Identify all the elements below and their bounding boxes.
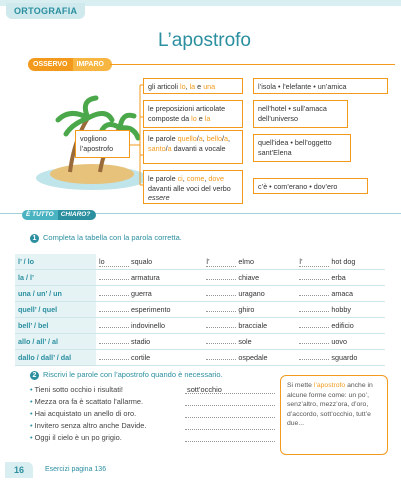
answer-blank[interactable] [99, 359, 129, 360]
rule-keyword: la [204, 113, 211, 123]
example-box-3 [253, 134, 351, 162]
table-cell [296, 334, 385, 350]
row-header: bell’ / bel [15, 318, 96, 334]
table-cell [296, 302, 385, 318]
answer-blank[interactable]: lo [99, 257, 129, 267]
answer-blank[interactable] [206, 311, 236, 312]
answer-text: sott’occhio [187, 385, 222, 394]
rule-keyword: dove [208, 174, 224, 183]
rule-fragment: , [202, 134, 207, 143]
cell-word: erba [331, 273, 346, 282]
rule-fragment: e [196, 113, 205, 123]
sentence-text: Hai acquistato un anello di oro. [34, 409, 137, 418]
table-cell [296, 350, 385, 366]
osservo-imparo-pill [28, 58, 112, 71]
answer-blank[interactable] [299, 295, 329, 296]
answer-blank[interactable] [99, 279, 129, 280]
cell-word: esperimento [131, 305, 171, 314]
example-box-1 [253, 78, 388, 94]
answer-blank[interactable] [299, 311, 329, 312]
rule-fragment: , [204, 174, 209, 183]
page-number: 16 [5, 462, 33, 478]
exercise-2-text: Riscrivi le parole con l’apostrofo quando è necessario. [43, 370, 223, 379]
sentence-item [30, 433, 146, 445]
cell-word: squalo [131, 256, 153, 266]
left-box-line1: vogliono [80, 134, 107, 143]
rule-text-3 [148, 134, 230, 153]
rule-keyword: bello [206, 134, 222, 143]
table-cell [203, 334, 296, 350]
rule-keyword: a [223, 134, 228, 143]
rule-text-2 [148, 104, 225, 123]
cell-word: armatura [131, 273, 160, 282]
bullet: • [30, 421, 35, 430]
example-text-2: nell’hotel • sull’amaca dell’universo [258, 104, 327, 123]
answer-line[interactable] [185, 385, 275, 394]
answer-blank[interactable] [99, 327, 129, 328]
page-title: L’apostrofo [158, 30, 251, 51]
bullet: • [30, 433, 35, 442]
example-box-2 [253, 100, 348, 128]
table-cell [296, 270, 385, 286]
table-cell [96, 254, 203, 270]
left-box-line2: l’apostrofo [80, 143, 114, 153]
rule-keyword: quello [177, 134, 197, 143]
row-header: la / l’ [15, 270, 96, 286]
rule-fragment: le parole [148, 134, 178, 143]
cell-word: sguardo [331, 353, 358, 362]
pill-e-tutto: È TUTTO [22, 210, 58, 220]
rule-text-4 [148, 174, 231, 202]
rule-fragment: e [195, 82, 204, 91]
answer-blank[interactable]: l’ [206, 257, 236, 267]
table-row [15, 318, 385, 334]
row-header: quell’ / quel [15, 302, 96, 318]
table-cell [203, 270, 296, 286]
note-pre: Si mette [287, 382, 314, 389]
rule-keyword: lo [179, 82, 186, 91]
sentence-item [30, 409, 146, 421]
exercise-2-instruction [30, 370, 223, 380]
sentence-item [30, 385, 146, 397]
cell-word: ghiro [238, 305, 255, 314]
answer-blank[interactable] [299, 359, 329, 360]
cell-word: elmo [238, 256, 254, 266]
table-cell [296, 286, 385, 302]
table-row [15, 254, 385, 270]
rule-text-1 [148, 82, 215, 91]
rule-keyword: santo [148, 143, 166, 153]
bullet: • [30, 409, 35, 418]
row-header: dallo / dall’ / dal [15, 350, 96, 366]
bullet: • [30, 397, 35, 406]
table-cell [96, 302, 203, 318]
cell-word: ospedale [238, 353, 268, 362]
answer-blank[interactable] [206, 279, 236, 280]
section-tag: ORTOGRAFIA [6, 3, 85, 19]
e-tutto-chiaro-pill [22, 210, 96, 220]
sentence-list [30, 385, 146, 445]
answer-blank[interactable] [99, 311, 129, 312]
cell-word: amaca [331, 289, 353, 298]
rule-keyword: una [203, 82, 216, 91]
rule-keyword: lo [191, 113, 197, 123]
cell-word: hot dog [331, 256, 356, 266]
exercise-1-text: Completa la tabella con la parola corretta. [43, 233, 182, 242]
table-row [15, 350, 385, 366]
row-header: allo / all’ / al [15, 334, 96, 350]
rule-keyword: come [186, 174, 205, 183]
orange-rule [110, 64, 395, 65]
sentence-text: Invitero senza altro anche Davide. [34, 421, 147, 430]
table-row [15, 270, 385, 286]
table-cell [203, 302, 296, 318]
cell-word: chiave [238, 273, 260, 282]
table-cell [296, 254, 385, 270]
answer-blank[interactable] [206, 327, 236, 328]
cell-word: guerra [131, 289, 152, 298]
rule-fragment: / [165, 143, 168, 153]
rule-fragment: le parole [148, 174, 178, 183]
answer-line[interactable] [185, 417, 275, 418]
row-header: una / un’ / un [15, 286, 96, 302]
answer-blank[interactable] [206, 295, 236, 296]
rule-box-2 [143, 100, 243, 128]
example-text-1: l’isola • l’elefante • un’amica [258, 82, 347, 91]
rule-fragment: le preposizioni articolate composte da [148, 104, 226, 123]
rule-keyword: a [198, 134, 203, 143]
rule-box-1 [143, 78, 243, 94]
note-highlight: l’apostrofo [313, 382, 346, 389]
table-cell [96, 318, 203, 334]
cell-word: edificio [331, 321, 354, 330]
rule-fragment: , [227, 134, 230, 143]
answer-blank[interactable] [299, 343, 329, 344]
table-row [15, 302, 385, 318]
rule-fragment: / [196, 134, 199, 143]
answer-blank[interactable] [206, 359, 236, 360]
answer-blank[interactable] [99, 295, 129, 296]
pill-chiaro: CHIARO? [58, 210, 97, 220]
answer-blank[interactable] [99, 343, 129, 344]
exercise-1-instruction [30, 233, 182, 243]
rule-italic: essere [148, 193, 170, 202]
pill-imparo: IMPARO [73, 58, 112, 71]
answer-blank[interactable] [299, 327, 329, 328]
answer-line[interactable] [185, 429, 275, 430]
table-row [15, 334, 385, 350]
answer-line[interactable] [185, 441, 275, 442]
cell-word: cortile [131, 353, 151, 362]
left-concept-box [75, 130, 130, 158]
cell-word: uragano [238, 289, 265, 298]
cell-word: hobby [331, 305, 351, 314]
sentence-item [30, 421, 146, 433]
example-text-4: c’è • com’erano • dov’ero [258, 182, 338, 191]
rule-fragment: gli articoli [148, 82, 180, 91]
rule-fragment: davanti alle voci del verbo [148, 183, 231, 193]
rule-fragment: , [182, 174, 187, 183]
table-cell [96, 286, 203, 302]
row-header: l’ / lo [15, 254, 96, 270]
exercise-number: 1 [30, 234, 39, 243]
answer-line[interactable] [185, 405, 275, 406]
cell-word: sole [238, 337, 252, 346]
answer-blank[interactable] [299, 279, 329, 280]
rule-keyword: a [167, 143, 172, 153]
footer-reference: Esercizi pagina 136 [45, 466, 107, 473]
bullet: • [30, 385, 35, 394]
rule-box-4 [143, 170, 243, 204]
rule-fragment: / [221, 134, 224, 143]
table-cell [96, 350, 203, 366]
sentence-text: Mezza ora fa è scattato l’allarme. [34, 397, 144, 406]
table-row [15, 286, 385, 302]
info-note [280, 375, 388, 455]
rule-box-3 [143, 130, 243, 164]
rule-fragment: davanti a vocale [171, 143, 226, 153]
fill-in-table [15, 254, 385, 366]
table-cell [96, 270, 203, 286]
example-text-3: quell’idea • bell’oggetto sant’Elena [258, 138, 332, 157]
table-cell [203, 254, 296, 270]
rule-keyword: la [189, 82, 196, 91]
rule-keyword: ci [177, 174, 183, 183]
sentence-text: Tieni sotto occhio i risultati! [34, 385, 123, 394]
cell-word: stadio [131, 337, 151, 346]
answer-blank[interactable] [206, 343, 236, 344]
table-cell [203, 286, 296, 302]
cell-word: indovinello [131, 321, 165, 330]
table-cell [96, 334, 203, 350]
cell-word: uovo [331, 337, 347, 346]
table-cell [203, 318, 296, 334]
pill-osservo: OSSERVO [28, 58, 73, 71]
rule-fragment: , [185, 82, 190, 91]
sentence-text: Oggi il cielo è un po grigio. [34, 433, 122, 442]
example-box-4 [253, 178, 368, 194]
sentence-item [30, 397, 146, 409]
cell-word: bracciale [238, 321, 268, 330]
table-cell [296, 318, 385, 334]
table-cell [203, 350, 296, 366]
exercise-number: 2 [30, 371, 39, 380]
answer-blank[interactable]: l’ [299, 257, 329, 267]
note-post: anche in alcune forme come: un po’, senz’altro, mezz’ora, d’oro, d’accordo, sott’occhio, tutt’e due... [287, 382, 373, 427]
